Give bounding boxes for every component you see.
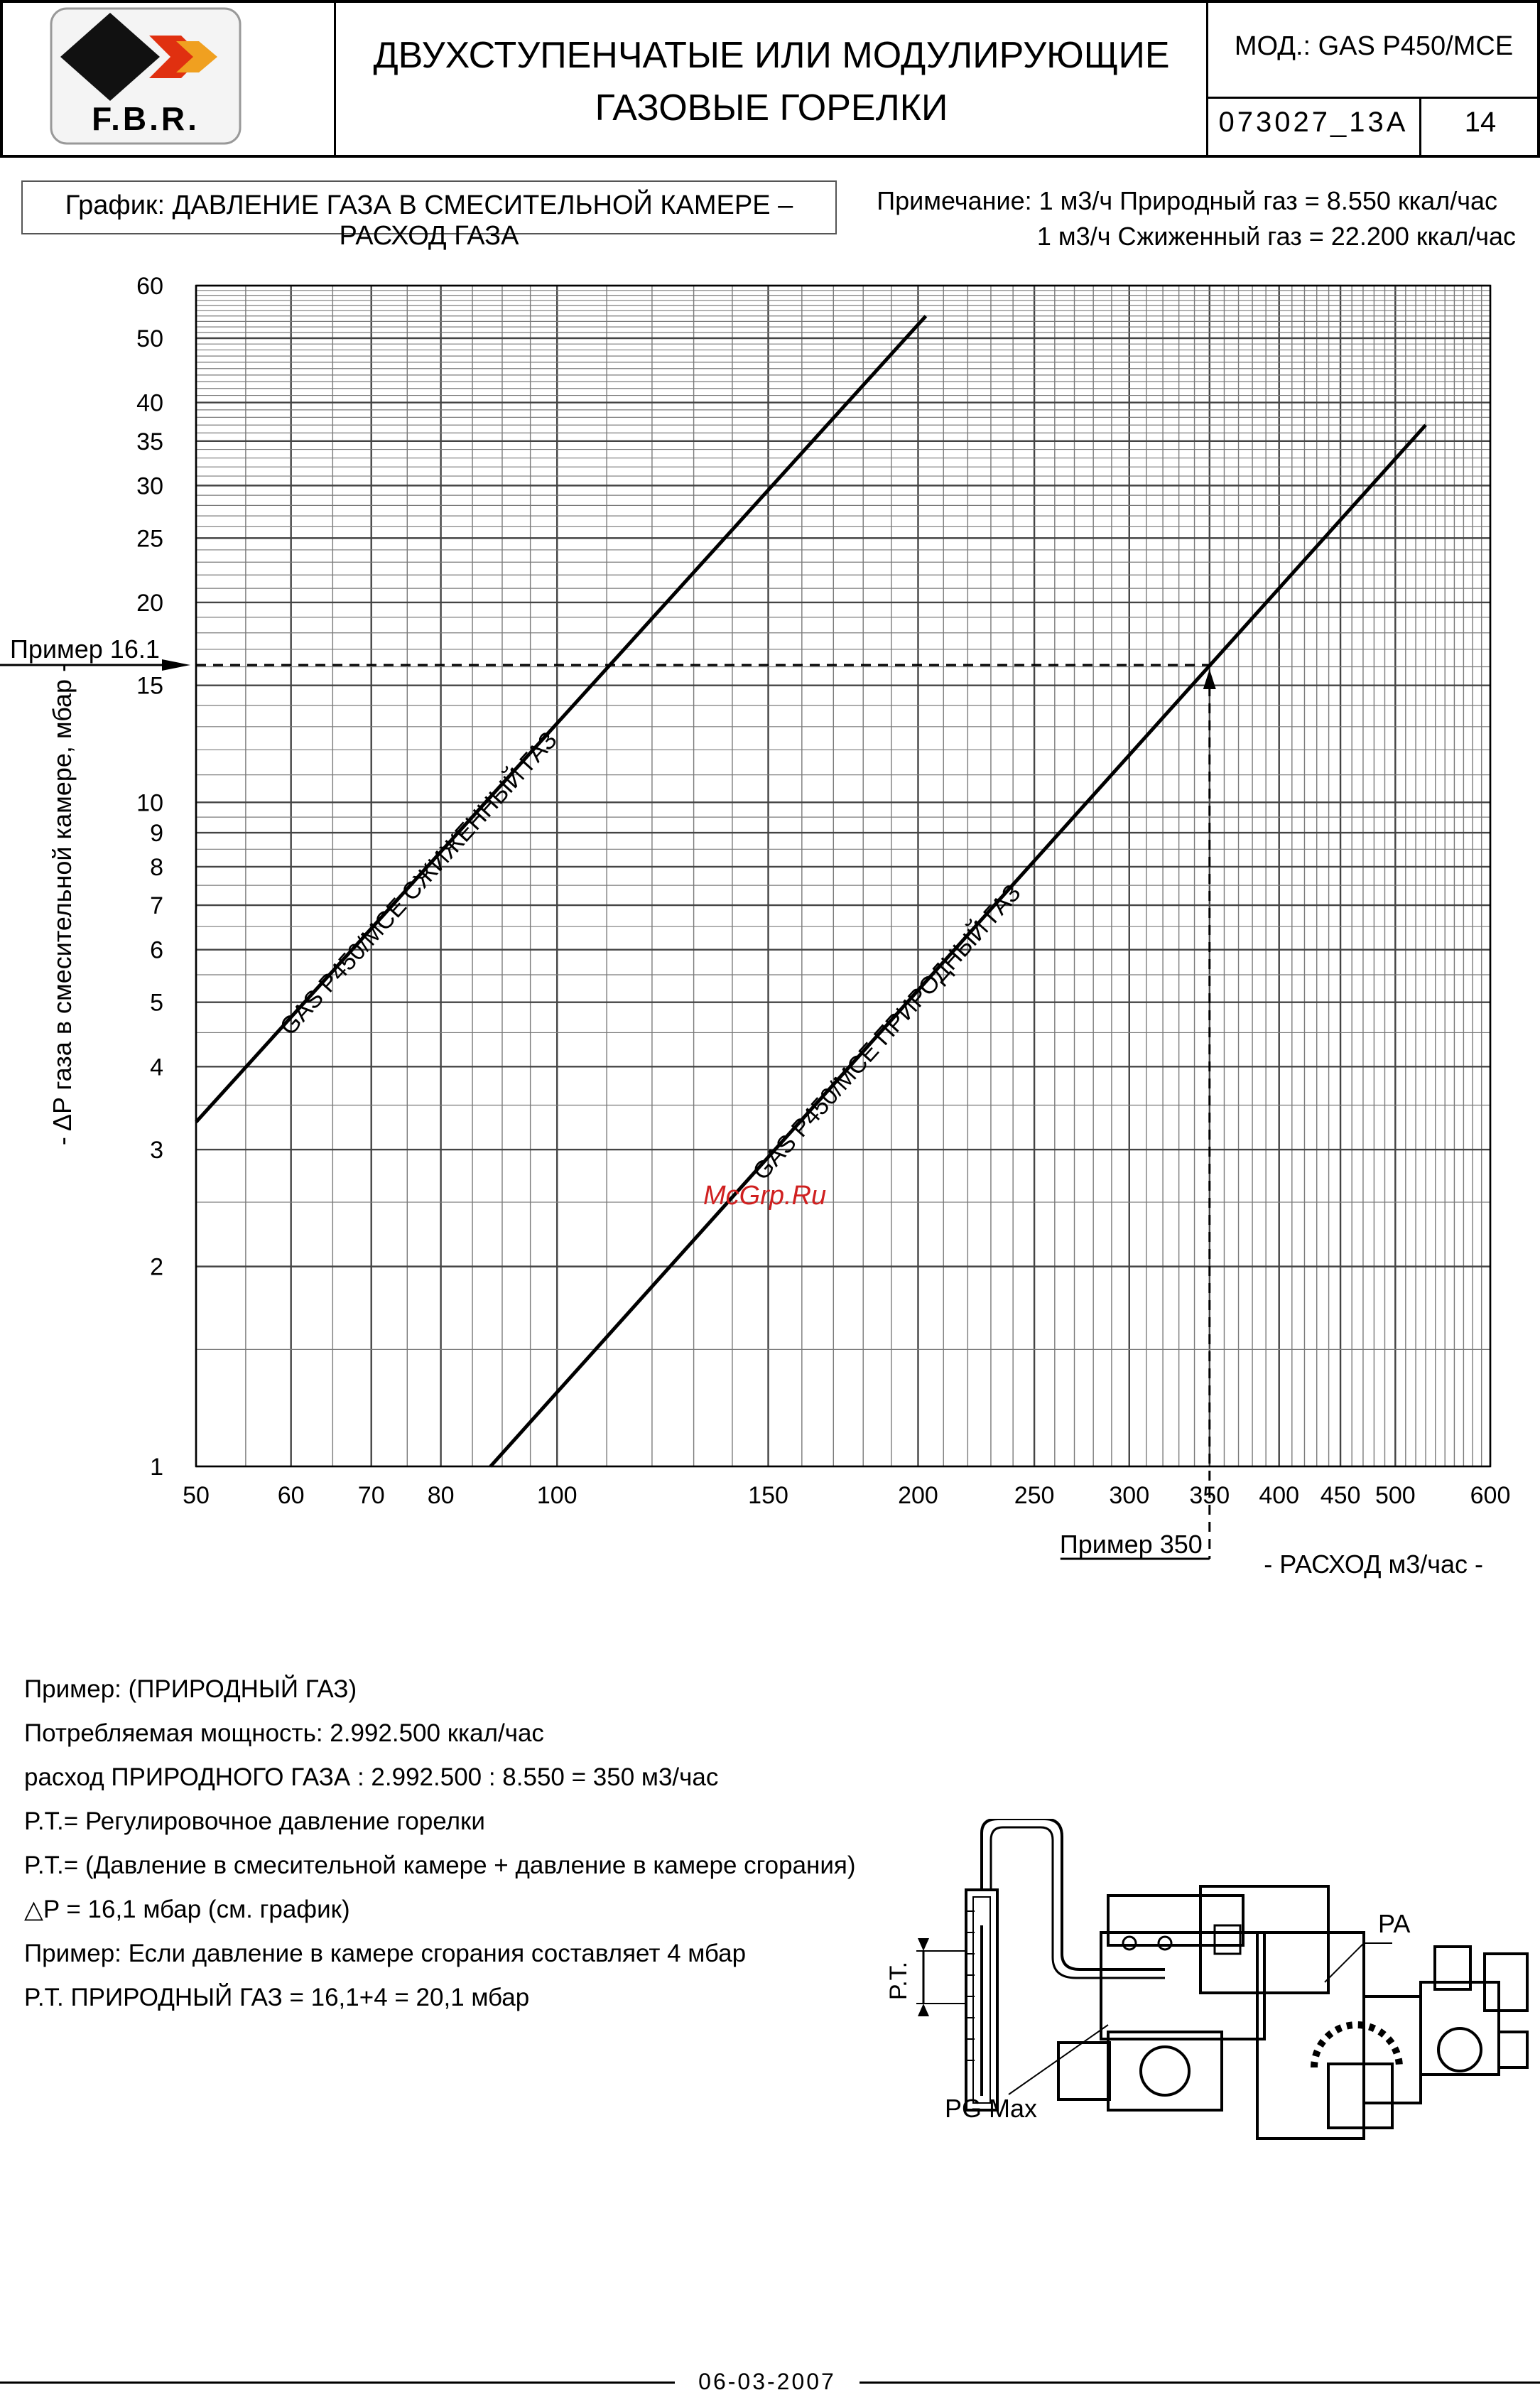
y-tick-label: 1 (150, 1454, 163, 1481)
x-tick-label: 100 (536, 1482, 578, 1509)
note-natural-gas: Примечание: 1 м3/ч Природный газ = 8.550 ккал/час (877, 186, 1497, 215)
document-subtitle: ГАЗОВЫЕ ГОРЕЛКИ (595, 87, 948, 129)
logo-text: F.B.R. (92, 100, 200, 137)
example-line: Потребляемая мощность: 2.992.500 ккал/час (24, 1719, 544, 1747)
title-block-divider (1206, 97, 1540, 99)
y-tick-label: 15 (136, 672, 163, 700)
y-tick-label: 50 (136, 325, 163, 353)
pg-max-label: PG Max (945, 2094, 1038, 2123)
series-label: GAS P450/MCE ПРИРОДНЫЙ ГАЗ (747, 879, 1026, 1186)
x-tick-label: 250 (1014, 1482, 1055, 1509)
plot-frame (196, 286, 1490, 1466)
y-tick-label: 35 (136, 428, 163, 455)
y-tick-label: 7 (150, 892, 163, 920)
document-title: ДВУХСТУПЕНЧАТЫЕ ИЛИ МОДУЛИРУЮЩИЕ (373, 35, 1170, 76)
example-line: P.T.= (Давление в смесительной камере + давление в камере сгорания) (24, 1851, 856, 1879)
y-tick-label: 6 (150, 936, 163, 964)
y-tick-label: 5 (150, 989, 163, 1017)
series-label: GAS P450/MCE СЖИЖЕННЫЙ ГАЗ (274, 726, 563, 1041)
x-tick-label: 200 (898, 1482, 938, 1509)
y-tick-label: 40 (136, 389, 163, 417)
footer-date: 06-03-2007 (698, 2369, 836, 2394)
y-tick-label: 20 (136, 589, 163, 617)
x-tick-label: 600 (1470, 1482, 1511, 1509)
example-line: P.T.= Регулировочное давление горелки (24, 1807, 485, 1835)
example-line: △P = 16,1 мбар (см. график) (24, 1896, 350, 1923)
y-axis-label: - ΔP газа в смесительной камере, мбар - (48, 663, 77, 1146)
example-arrow-left-icon (162, 659, 190, 671)
example-line: P.T. ПРИРОДНЫЙ ГАЗ = 16,1+4 = 20,1 мбар (24, 1984, 530, 2011)
chart-title: График: ДАВЛЕНИЕ ГАЗА В СМЕСИТЕЛЬНОЙ КАМЕРЕ – РАСХОД ГАЗА (65, 190, 793, 251)
x-tick-label: 150 (748, 1482, 788, 1509)
footer-rule (0, 2382, 675, 2384)
y-tick-label: 9 (150, 820, 163, 848)
example-line: Пример: Если давление в камере сгорания составляет 4 мбар (24, 1940, 747, 1967)
example-y-label: Пример 16.1 (10, 634, 160, 664)
example-x-label: Пример 350 (1059, 1530, 1203, 1559)
model-label: МОД.: GAS P450/MCE (1234, 31, 1514, 61)
example-line: Пример: (ПРИРОДНЫЙ ГАЗ) (24, 1675, 357, 1703)
burner-diagram-icon (867, 1819, 1534, 2174)
x-tick-label: 350 (1189, 1482, 1230, 1509)
watermark: McGrp.Ru (703, 1181, 827, 1211)
footer-rule (860, 2382, 1540, 2384)
example-line: расход ПРИРОДНОГО ГАЗА : 2.992.500 : 8.550 = 350 м3/час (24, 1763, 719, 1791)
y-tick-label: 2 (150, 1253, 163, 1281)
title-block-divider (334, 0, 336, 158)
x-tick-label: 70 (357, 1482, 385, 1509)
x-axis-label: - РАСХОД м3/час - (1264, 1550, 1483, 1579)
y-tick-label: 25 (136, 525, 163, 553)
document-number: 073027_13A (1218, 107, 1409, 138)
y-tick-label: 60 (136, 273, 163, 300)
y-tick-label: 30 (136, 472, 163, 500)
x-tick-label: 450 (1320, 1482, 1361, 1509)
x-tick-label: 400 (1259, 1482, 1300, 1509)
x-tick-label: 50 (183, 1482, 210, 1509)
y-tick-label: 4 (150, 1054, 163, 1081)
pt-label: P.T. (885, 1961, 912, 2001)
note-lpg: 1 м3/ч Сжиженный газ = 22.200 ккал/час (1036, 222, 1516, 251)
pa-label: PA (1378, 1909, 1411, 1938)
y-tick-label: 10 (136, 789, 163, 817)
y-tick-label: 3 (150, 1137, 163, 1164)
x-tick-label: 60 (277, 1482, 305, 1509)
x-tick-label: 80 (427, 1482, 455, 1509)
y-tick-label: 8 (150, 853, 163, 881)
pressure-flow-chart (0, 256, 1540, 1591)
x-tick-label: 500 (1374, 1482, 1416, 1509)
x-tick-label: 300 (1109, 1482, 1150, 1509)
page-number: 14 (1464, 107, 1497, 138)
